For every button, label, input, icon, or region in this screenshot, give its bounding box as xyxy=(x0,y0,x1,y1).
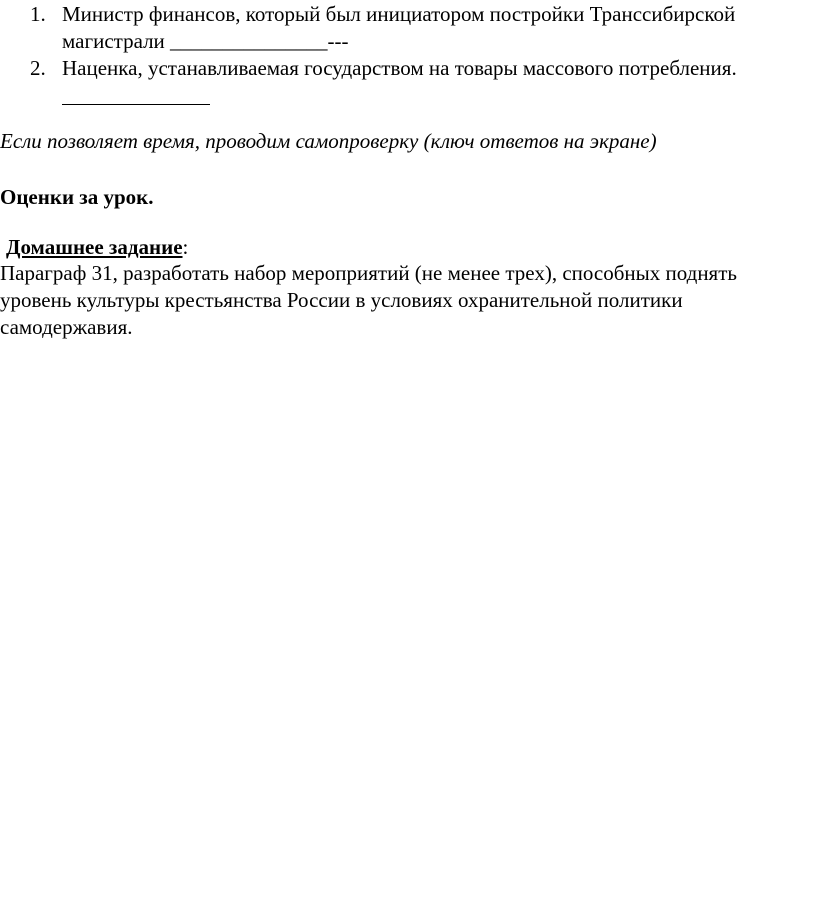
list-item-text: Министр финансов, который был инициатором постройки Транссибирской магистрали _______________--- xyxy=(62,2,736,53)
list-item-number: 1. xyxy=(30,2,46,26)
list-item-text: Наценка, устанавливаемая государством на товары массового потребления. xyxy=(62,56,737,80)
homework-heading xyxy=(6,234,188,261)
answer-blank-line xyxy=(62,104,210,105)
list-item-number: 2. xyxy=(30,56,46,80)
grades-heading: Оценки за урок. xyxy=(0,185,154,209)
homework-label: Домашнее задание xyxy=(6,235,183,259)
question-list xyxy=(0,1,816,105)
self-check-note: Если позволяет время, проводим самопроверку (ключ ответов на экране) xyxy=(0,129,657,153)
list-item xyxy=(0,55,802,82)
homework-text: Параграф 31, разработать набор мероприятий (не менее трех), способных поднять уровень культуры крестьянства России в условиях охранительной политики самодержавия. xyxy=(0,261,737,339)
list-item xyxy=(0,1,802,55)
homework-colon: : xyxy=(182,235,189,259)
